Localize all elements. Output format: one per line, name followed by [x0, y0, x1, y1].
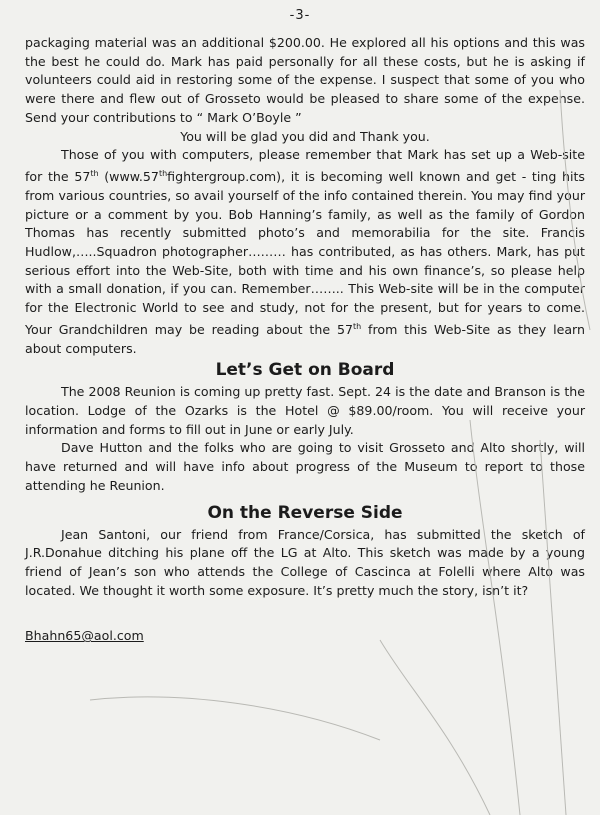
- ordinal-suffix: th: [90, 168, 99, 178]
- heading-lets-get-on-board: Let’s Get on Board: [215, 360, 395, 381]
- paragraph-thank-you: You will be glad you did and Thank you.: [180, 128, 430, 144]
- paragraph-contributions: packaging material was an additional $200.00. He explored all his options and this was the best he could do. Mark has paid personally for all these costs, but he is asking if volunteers could aid in restoring some of the expense. I suspect that some of you who were there and flew out of Grosseto would be pleased to share some of the expense. Send your contributions to “ Mark O’Boyle ”: [25, 35, 585, 125]
- ordinal-suffix: th: [158, 168, 168, 178]
- paragraph-reunion: The 2008 Reunion is coming up pretty fast. Sept. 24 is the date and Branson is the location. Lodge of the Ozarks is the Hotel @ $89.00/room. You will receive your information and forms to fill out in June or early July.: [25, 384, 585, 437]
- paragraph-museum: Dave Hutton and the folks who are going to visit Grosseto and Alto shortly, will have returned and will have info about progress of the Museum to report to those attending he Reunion.: [25, 440, 585, 493]
- email-link[interactable]: Bhahn65@aol.com: [25, 628, 144, 644]
- page-number: -3-: [289, 8, 311, 23]
- paragraph-sketch: Jean Santoni, our friend from France/Corsica, has submitted the sketch of J.R.Donahue ditching his plane off the LG at Alto. This sketch was made by a young friend of Jean’s son who attends the College of Cascinca at Folelli where Alto was located. We thought it worth some exposure. It’s pretty much the story, isn’t it?: [25, 526, 585, 598]
- paragraph-website: Those of you with computers, please remember that Mark has set up a Web-site for the 57th (www.57thfightergroup.com), it is becoming well known and get - ting hits from various countries, so avail yourself of the info contained therein. You may find your picture or a comment by you. Bob Hanning’s family, as well as the family of Gordon Thomas has recently submitted photo’s and memorabilia for the site. Francis Hudlow,…..Squadron photographer……… has contributed, as has others. Mark, has put serious effort into the Web-Site, both with time and his own finance’s, so please help with a small donation, if you can. Remember…….. This Web-site will be in the computer for the Electronic World to see and study, not for the present, but for years to come. Your Grandchildren may be reading about the 57th from this Web-Site as they learn about computers.: [25, 147, 585, 356]
- heading-reverse-side: On the Reverse Side: [207, 502, 403, 523]
- document-body: [25, 34, 585, 646]
- ordinal-suffix: th: [352, 321, 362, 331]
